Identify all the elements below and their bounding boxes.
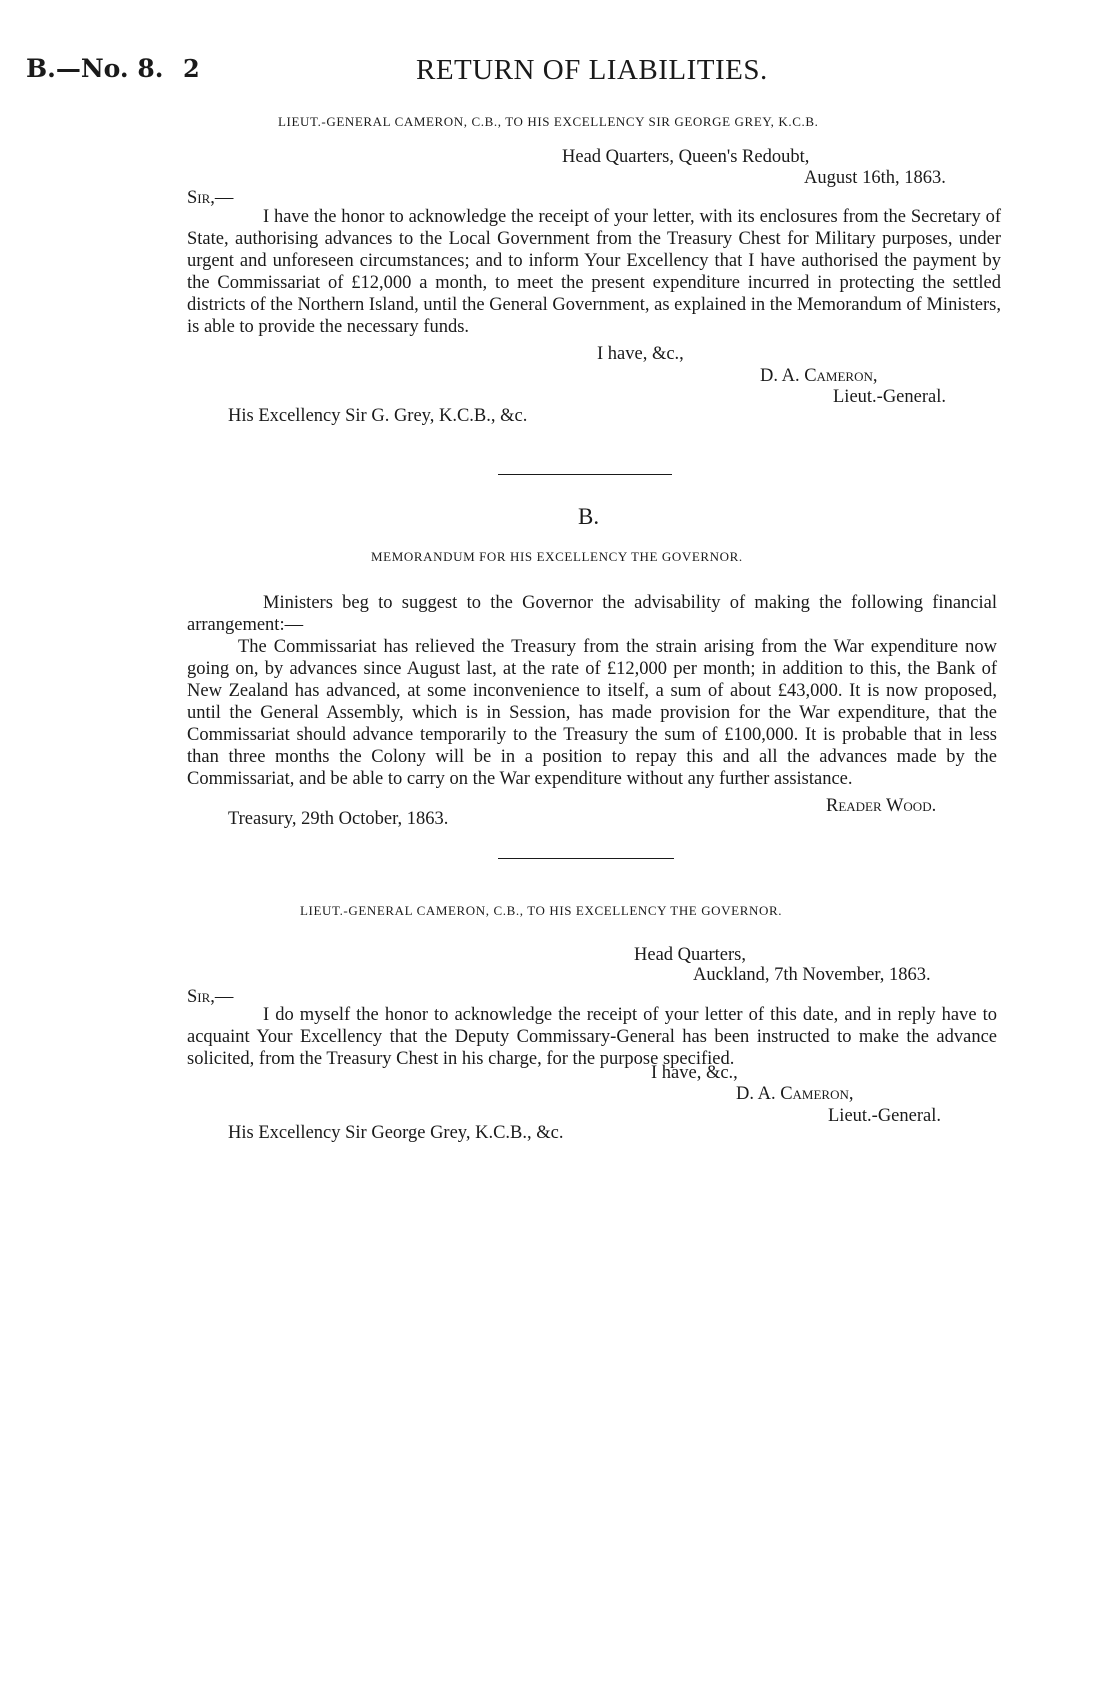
memorandum-signature: Reader Wood.: [826, 796, 937, 816]
letter1-signature-title: Lieut.-General.: [833, 387, 946, 407]
memorandum-para2: The Commissariat has relieved the Treasury from the strain arising from the War expenditure now going on, by advances since August last, at the rate of £12,000 per month; in addition to this, the Bank of New Zealand has advanced, at some inconvenience to itself, a sum of about £43,000. It is now proposed, until the General Assembly, which is in Session, has made provision for the War expenditure, that the Commissariat should advance temporarily to the Treasury the sum of £100,000. It is probable that in less than three months the Colony will be in a position to repay this and all the advances made by the Commissariat, and be able to carry on the War expenditure without any further assistance.: [187, 637, 997, 789]
letter1-closing: I have, &c.,: [597, 344, 684, 364]
memorandum-para1: Ministers beg to suggest to the Governor the advisability of making the following financial arrangement:—: [187, 593, 997, 635]
letter2-addressee: His Excellency Sir George Grey, K.C.B., &c.: [228, 1123, 564, 1143]
letter2-signature-name: D. A. Cameron,: [736, 1084, 854, 1104]
letter1-body: I have the honor to acknowledge the receipt of your letter, with its enclosures from the Secretary of State, authorising advances to the Local Government from the Treasury Chest for Military purposes, under urgent and unforeseen circumstances; and to inform Your Excellency that I have authorised the payment by the Commissariat of £12,000 a month, to meet the present expenditure incurred in protecting the settled districts of the Northern Island, until the General Government, as explained in the Memorandum of Ministers, is able to provide the necessary funds.: [187, 207, 1001, 337]
letter1-salutation: Sir,—: [187, 188, 234, 208]
letter2-closing: I have, &c.,: [651, 1063, 738, 1083]
section-letter: B.: [578, 504, 600, 529]
letter1-date: August 16th, 1863.: [804, 168, 946, 188]
letter1-addressee: His Excellency Sir G. Grey, K.C.B., &c.: [228, 406, 528, 426]
letter1-signature-name: D. A. Cameron,: [760, 366, 878, 386]
letter2-signature-title: Lieut.-General.: [828, 1106, 941, 1126]
memorandum-heading: MEMORANDUM FOR HIS EXCELLENCY THE GOVERNOR.: [371, 549, 743, 564]
memorandum-place-date: Treasury, 29th October, 1863.: [228, 809, 449, 829]
letter1-heading: LIEUT.-GENERAL CAMERON, C.B., TO HIS EXCELLENCY SIR GEORGE GREY, K.C.B.: [278, 114, 819, 129]
letter2-place: Head Quarters,: [634, 945, 746, 965]
letter2-salutation: Sir,—: [187, 987, 234, 1007]
running-title: RETURN OF LIABILITIES.: [416, 54, 768, 86]
letter2-body: I do myself the honor to acknowledge the receipt of your letter of this date, and in reply have to acquaint Your Excellency that the Deputy Commissary-General has been instructed to make the advance solicited, from the Treasury Chest in his charge, for the purpose specified.: [187, 1005, 997, 1069]
document-reference: B.—No. 8.: [26, 54, 164, 83]
section-divider-2: [498, 858, 674, 859]
letter1-place: Head Quarters, Queen's Redoubt,: [562, 147, 810, 167]
letter2-heading: LIEUT.-GENERAL CAMERON, C.B., TO HIS EXCELLENCY THE GOVERNOR.: [300, 903, 783, 918]
letter2-date: Auckland, 7th November, 1863.: [693, 965, 931, 985]
section-divider: [498, 474, 672, 475]
page-number: 2: [183, 54, 200, 83]
